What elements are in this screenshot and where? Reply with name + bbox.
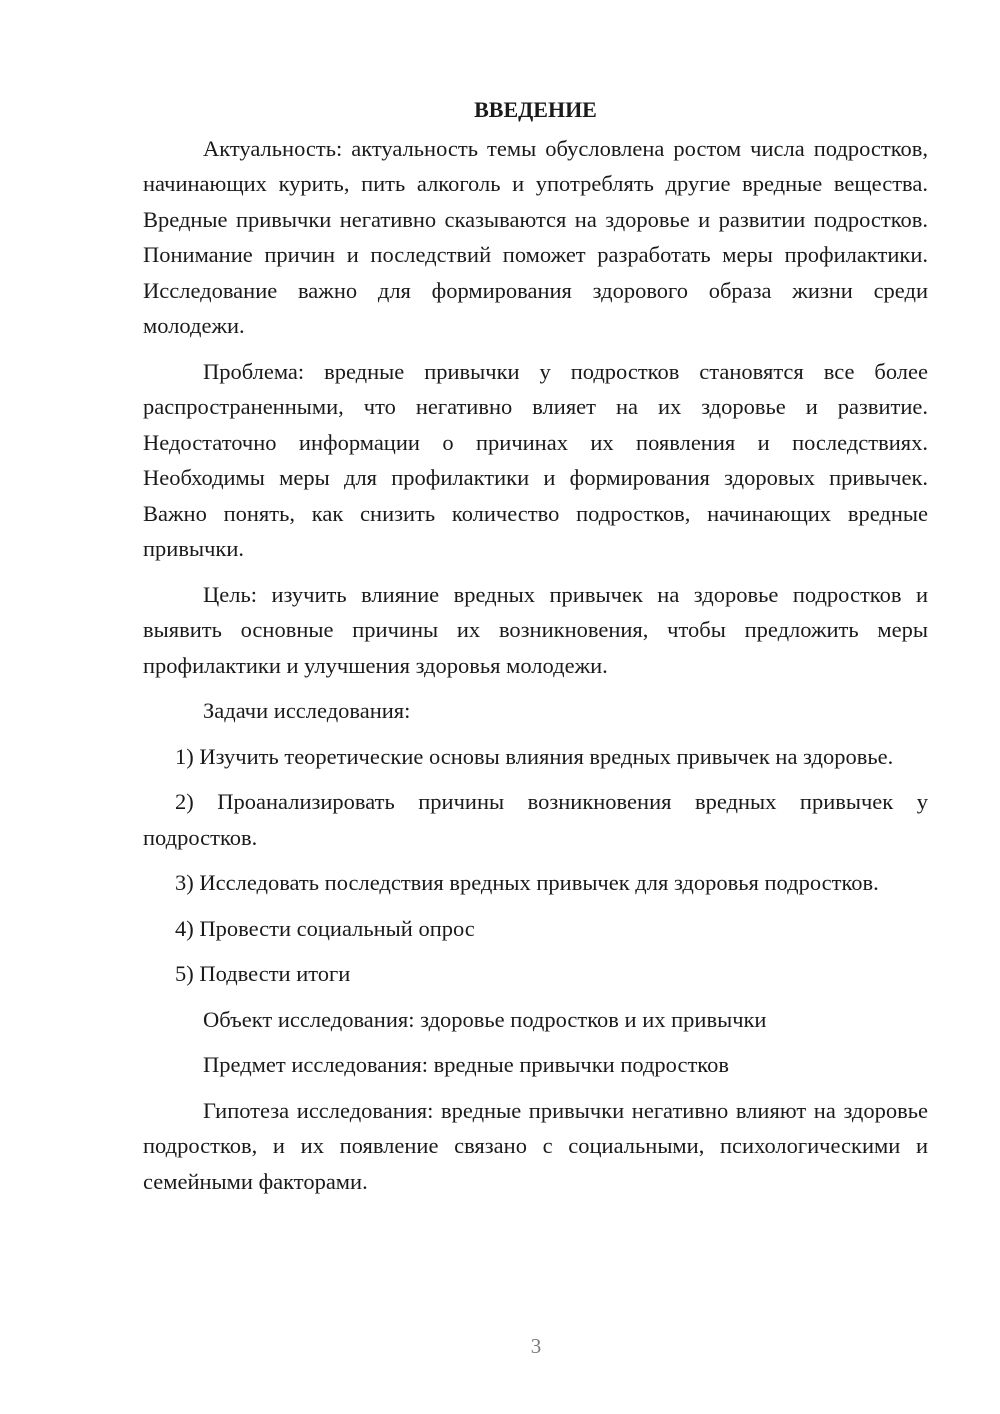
- research-subject: Предмет исследования: вредные привычки подростков: [203, 1052, 729, 1077]
- tasks-heading: Задачи исследования:: [203, 698, 411, 723]
- page-number: 3: [530, 1334, 542, 1358]
- goal-paragraph: Цель: изучить влияние вредных привычек на здоровье подростков и выявить основные причины их возникновения, чтобы предложить меры профилактики и улучшения здоровья молодежи.: [143, 581, 928, 678]
- relevance-paragraph: Актуальность: актуальность темы обусловлена ростом числа подростков, начинающих курить, пить алкоголь и употреблять другие вредные вещества. Вредные привычки негативно сказываются на здоровье и развитии подростков. Понимание причин и последствий поможет разработать меры профилактики. Исследование важно для формирования здорового образа жизни среди молодежи.: [143, 135, 928, 338]
- research-object: Объект исследования: здоровье подростков и их привычки: [203, 1006, 767, 1032]
- section-title: ВВЕДЕНИЕ: [474, 97, 597, 122]
- research-hypothesis: Гипотеза исследования: вредные привычки негативно влияют на здоровье подростков, и их появление связано с социальными, психологическими и семейными факторами.: [143, 1097, 928, 1194]
- task-item-2: 2) Проанализировать причины возникновения вредных привычек у подростков.: [143, 789, 928, 850]
- task-item-4: 4) Провести социальный опрос: [175, 915, 475, 941]
- problem-paragraph: Проблема: вредные привычки у подростков становятся все более распространенными, что негативно влияет на их здоровье и развитие. Недостаточно информации о причинах их появления и последствиях. Необходимы меры для профилактики и формирования здоровых привычек. Важно понять, как снизить количество подростков, начинающих вредные привычки.: [143, 358, 928, 561]
- page-content: [143, 92, 928, 1209]
- task-item-1: 1) Изучить теоретические основы влияния вредных привычек на здоровье.: [175, 743, 894, 769]
- task-item-3: 3) Исследовать последствия вредных привычек для здоровья подростков.: [175, 870, 879, 895]
- task-item-5: 5) Подвести итоги: [175, 961, 351, 986]
